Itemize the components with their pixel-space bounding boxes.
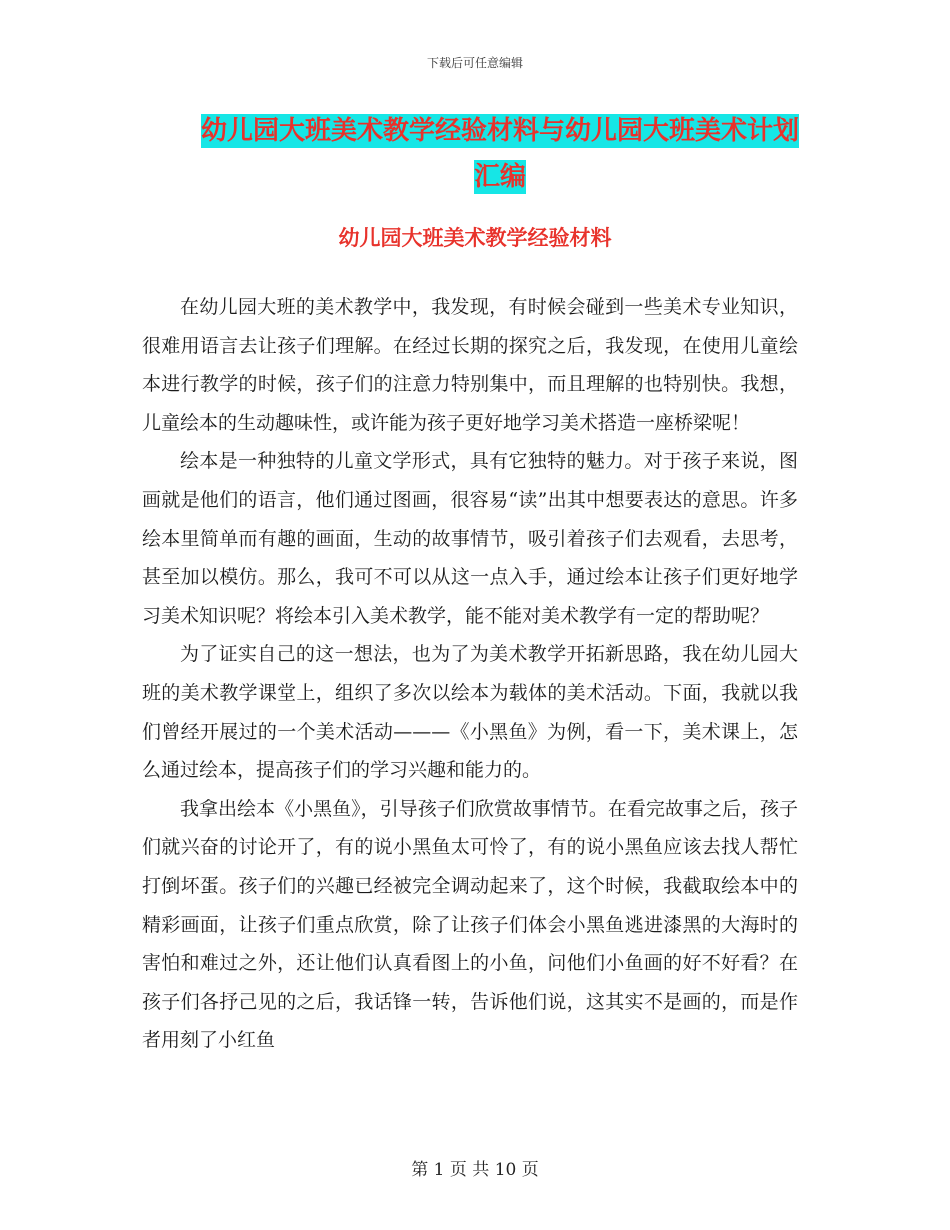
title-line-2: 汇编: [473, 162, 526, 192]
section-title: 幼儿园大班美术教学经验材料: [338, 226, 612, 250]
title-line-1: 幼儿园大班美术教学经验材料与幼儿园大班美术计划: [200, 116, 799, 146]
body-text: [142, 288, 798, 1060]
paragraph: 在幼儿园大班的美术教学中，我发现，有时候会碰到一些美术专业知识，很难用语言去让孩子们理解。在经过长期的探究之后，我发现，在使用儿童绘本进行教学的时候，孩子们的注意力特别集中，而且理解的也特别快。我想，儿童绘本的生动趣味性，或许能为孩子更好地学习美术搭造一座桥梁呢！: [142, 296, 798, 434]
header-note: 下载后可任意编辑: [426, 56, 523, 70]
paragraph: 绘本是一种独特的儿童文学形式，具有它独特的魅力。对于孩子来说，图画就是他们的语言，他们通过图画，很容易“读”出其中想要表达的意思。许多绘本里简单而有趣的画面，生动的故事情节，吸引着孩子们去观看，去思考，甚至加以模仿。那么，我可不可以从这一点入手，通过绘本让孩子们更好地学习美术知识呢？将绘本引入美术教学，能不能对美术教学有一定的帮助呢？: [142, 450, 798, 627]
paragraph: 为了证实自己的这一想法，也为了为美术教学开拓新思路，我在幼儿园大班的美术教学课堂上，组织了多次以绘本为载体的美术活动。下面，我就以我们曾经开展过的一个美术活动———《小黑鱼》为例，看一下，美术课上，怎么通过绘本，提高孩子们的学习兴趣和能力的。: [142, 643, 798, 782]
page-footer: 第 1 页 共 10 页: [411, 1160, 539, 1180]
document-title: [190, 108, 810, 200]
paragraph: 我拿出绘本《小黑鱼》，引导孩子们欣赏故事情节。在看完故事之后，孩子们就兴奋的讨论开了，有的说小黑鱼太可怜了，有的说小黑鱼应该去找人帮忙打倒坏蛋。孩子们的兴趣已经被完全调动起来了，这个时候，我截取绘本中的精彩画面，让孩子们重点欣赏，除了让孩子们体会小黑鱼逃进漆黑的大海时的害怕和难过之外，还让他们认真看图上的小鱼，问他们小鱼画的好不好看？在孩子们各抒己见的之后，我话锋一转，告诉他们说，这其实不是画的，而是作者用刻了小红鱼: [142, 797, 798, 1052]
